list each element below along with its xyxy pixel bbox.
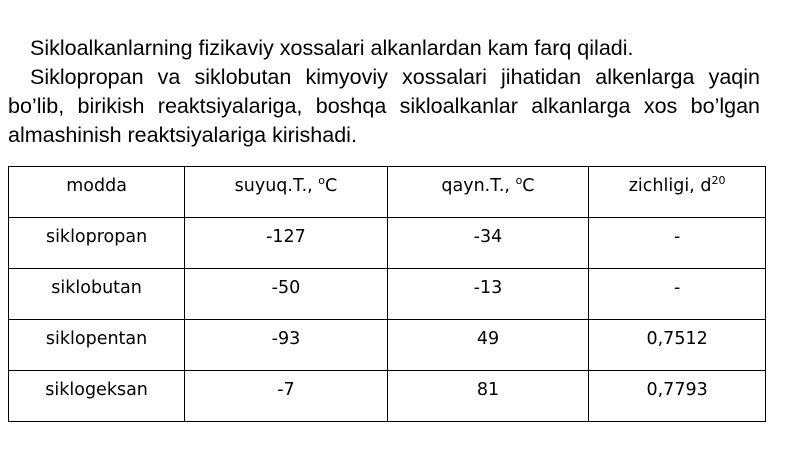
cell-substance: siklogeksan [9,371,185,422]
table-row [9,371,766,422]
header-melting-point: suyuq.T., $^o$C [185,167,388,218]
cell-melting-point: -50 [185,269,388,320]
cell-melting-point: -7 [185,371,388,422]
header-boiling-point: qayn.T., $^o$C [387,167,588,218]
cell-substance: siklobutan [9,269,185,320]
header-density: zichligi, $d^{20}$ [589,167,766,218]
table-row [9,320,766,371]
cell-boiling-point: -34 [387,218,588,269]
cell-melting-point: -93 [185,320,388,371]
paragraph-physical-properties: Sikloalkanlarning fizikaviy xossalari alkanlardan kam farq qiladi. [30,36,634,60]
cell-substance: siklopentan [9,320,185,371]
cell-substance: siklopropan [9,218,185,269]
cell-boiling-point: 81 [387,371,588,422]
paragraph-chemical-properties: Siklopropan va siklobutan kimyoviy xossalari jihatidan alkenlarga yaqin bo’lib, birikish reaktsiyalariga, boshqa sikloalkanlar alkanlarga xos bo’lgan almashinish reaktsiyalariga kirishadi. [8,65,760,147]
header-substance: modda [9,167,185,218]
cell-boiling-point: -13 [387,269,588,320]
cell-boiling-point: 49 [387,320,588,371]
cycloalkane-properties-table [8,166,766,422]
table-row [9,269,766,320]
cell-melting-point: -127 [185,218,388,269]
cell-density: - [589,269,766,320]
cell-density: - [589,218,766,269]
cell-density: 0,7512 [589,320,766,371]
table-header-row [9,167,766,218]
cell-density: 0,7793 [589,371,766,422]
text-block [8,34,760,150]
table-row [9,218,766,269]
